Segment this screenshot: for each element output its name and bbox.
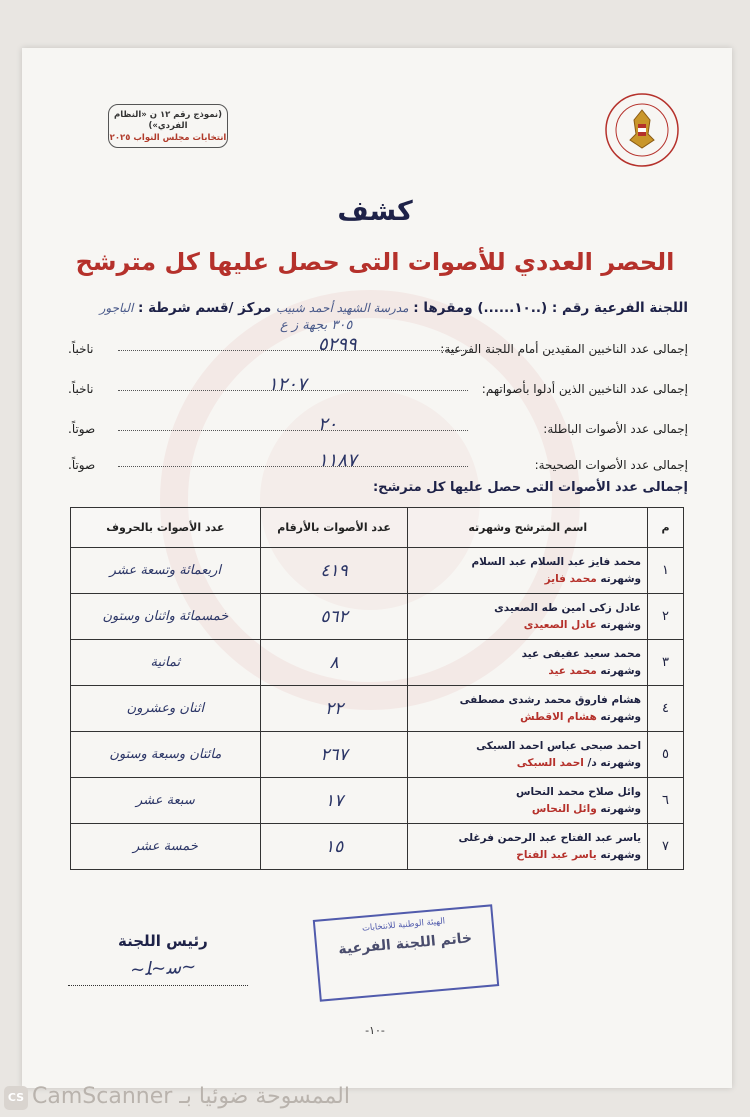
votes-digits: ١٧ bbox=[260, 778, 408, 824]
votes-words: اربعمائة وتسعة عشر bbox=[71, 548, 261, 594]
form-number-line2: انتخابات مجلس النواب ٢٠٢٥ bbox=[109, 132, 227, 143]
fame-prefix: وشهرته bbox=[600, 710, 642, 723]
votes-digits: ١٥ bbox=[260, 824, 408, 870]
candidate-fame: ياسر عبد الفتاح bbox=[516, 848, 597, 861]
stat-value: ٢٠ bbox=[318, 414, 338, 435]
stat-registered-voters bbox=[68, 334, 688, 362]
candidate-cell bbox=[408, 686, 648, 732]
table-title: إجمالى عدد الأصوات التى حصل عليها كل مترشح: bbox=[372, 480, 688, 495]
stat-label: إجمالى عدد الناخبين المقيدين أمام اللجنة الفرعية: bbox=[440, 342, 688, 356]
committee-head-label: رئيس اللجنة bbox=[118, 932, 208, 950]
stat-unit: صوتاً. bbox=[68, 422, 96, 436]
committee-extra: ٣٠٥ بجهة ز ع bbox=[280, 318, 353, 333]
votes-words: خمسة عشر bbox=[71, 824, 261, 870]
candidate-cell bbox=[408, 824, 648, 870]
candidate-name: محمد فايز عبد السلام عبد السلام bbox=[471, 556, 642, 569]
document-title: كشف bbox=[337, 196, 413, 227]
row-no: ٤ bbox=[648, 686, 684, 732]
fame-prefix: وشهرته bbox=[600, 802, 642, 815]
candidate-name: احمد صبحى عباس احمد السبكى bbox=[476, 740, 642, 753]
votes-words: مائتان وسبعة وستون bbox=[71, 732, 261, 778]
fame-prefix: وشهرته bbox=[600, 848, 642, 861]
table-row bbox=[71, 732, 684, 778]
district-value: الباجور bbox=[99, 301, 134, 315]
candidate-cell bbox=[408, 594, 648, 640]
candidates-table bbox=[70, 507, 684, 870]
candidate-name: وائل صلاح محمد النحاس bbox=[515, 786, 642, 799]
votes-words: ثمانية bbox=[71, 640, 261, 686]
committee-label: اللجنة الفرعية رقم : (..١٠......) ومقرها : bbox=[413, 300, 688, 316]
row-no: ٧ bbox=[648, 824, 684, 870]
dotted-line bbox=[118, 466, 468, 467]
table-row bbox=[71, 640, 684, 686]
stamp-label: خاتم اللجنة الفرعية bbox=[337, 930, 473, 959]
candidate-fame: عادل الصعيدى bbox=[523, 618, 597, 631]
candidate-fame: محمد فايز bbox=[544, 572, 597, 585]
camscanner-text: الممسوحة ضوئيا بـ CamScanner bbox=[32, 1084, 350, 1109]
col-header-no: م bbox=[648, 508, 684, 548]
candidate-cell bbox=[408, 732, 648, 778]
signature-icon: ~ﺳ~ﻠ~ bbox=[129, 956, 197, 981]
fame-prefix: وشهرته د/ bbox=[587, 756, 642, 769]
row-no: ٥ bbox=[648, 732, 684, 778]
stat-label: إجمالى عدد الأصوات الصحيحة: bbox=[534, 458, 688, 472]
row-no: ٦ bbox=[648, 778, 684, 824]
votes-digits: ٥٦٢ bbox=[260, 594, 408, 640]
stat-value: ٥٢٩٩ bbox=[318, 334, 357, 355]
col-header-name: اسم المترشح وشهرته bbox=[408, 508, 648, 548]
table-row bbox=[71, 686, 684, 732]
stat-label: إجمالى عدد الأصوات الباطلة: bbox=[543, 422, 688, 436]
dotted-line bbox=[118, 350, 468, 351]
form-number-line1: (نموذج رقم ١٢ ن «النظام الفردي») bbox=[114, 110, 222, 132]
stat-label: إجمالى عدد الناخبين الذين أدلوا بأصواتهم: bbox=[481, 382, 688, 396]
row-no: ١ bbox=[648, 548, 684, 594]
election-authority-logo-icon bbox=[600, 88, 684, 188]
candidate-fame: احمد السبكى bbox=[516, 756, 584, 769]
votes-digits: ٢٢ bbox=[260, 686, 408, 732]
votes-digits: ٢٦٧ bbox=[260, 732, 408, 778]
committee-line bbox=[68, 300, 688, 316]
fame-prefix: وشهرته bbox=[600, 572, 642, 585]
col-header-digits: عدد الأصوات بالأرقام bbox=[260, 508, 408, 548]
camscanner-watermark bbox=[0, 1082, 750, 1117]
table-row bbox=[71, 778, 684, 824]
votes-digits: ٤١٩ bbox=[260, 548, 408, 594]
stat-unit: ناخباً. bbox=[68, 342, 94, 356]
table-row bbox=[71, 824, 684, 870]
candidate-cell bbox=[408, 640, 648, 686]
stat-valid-votes bbox=[68, 450, 688, 478]
stat-invalid-votes bbox=[68, 414, 688, 442]
candidate-name: ياسر عبد الفتاح عبد الرحمن فرغلى bbox=[458, 832, 642, 845]
stat-value: ١٢٠٧ bbox=[268, 374, 307, 395]
stamp-authority: الهيئة الوطنية للانتخابات bbox=[361, 916, 446, 934]
camscanner-logo-icon: CS bbox=[4, 1086, 28, 1110]
votes-digits: ٨ bbox=[260, 640, 408, 686]
table-header-row bbox=[71, 508, 684, 548]
candidate-fame: هشام الاقطش bbox=[520, 710, 597, 723]
dotted-line bbox=[118, 430, 468, 431]
page-number: -١٠- bbox=[365, 1024, 385, 1037]
stat-unit: ناخباً. bbox=[68, 382, 94, 396]
table-row bbox=[71, 594, 684, 640]
candidate-name: عادل زكى امين طه الصعيدى bbox=[494, 602, 642, 615]
col-header-words: عدد الأصوات بالحروف bbox=[71, 508, 261, 548]
candidate-fame: محمد عيد bbox=[548, 664, 597, 677]
candidate-name: محمد سعيد عفيفى عيد bbox=[521, 648, 642, 661]
stat-voters-voted bbox=[68, 374, 688, 402]
stat-unit: صوتاً. bbox=[68, 458, 96, 472]
table-row bbox=[71, 548, 684, 594]
stat-value: ١١٨٧ bbox=[318, 450, 357, 471]
row-no: ٣ bbox=[648, 640, 684, 686]
fame-prefix: وشهرته bbox=[600, 618, 642, 631]
votes-words: اثنان وعشرون bbox=[71, 686, 261, 732]
candidate-cell bbox=[408, 548, 648, 594]
votes-words: سبعة عشر bbox=[71, 778, 261, 824]
document-subtitle: الحصر العددي للأصوات التى حصل عليها كل مترشح bbox=[75, 248, 675, 276]
committee-location: مدرسة الشهيد أحمد شبيب bbox=[275, 301, 409, 315]
district-label: مركز /قسم شرطة : bbox=[138, 300, 272, 316]
form-number-box bbox=[108, 104, 228, 148]
fame-prefix: وشهرته bbox=[600, 664, 642, 677]
candidate-name: هشام فاروق محمد رشدى مصطفى bbox=[459, 694, 642, 707]
candidate-fame: وائل النحاس bbox=[531, 802, 597, 815]
signature-line bbox=[68, 985, 248, 986]
votes-words: خمسمائة واثنان وستون bbox=[71, 594, 261, 640]
candidate-cell bbox=[408, 778, 648, 824]
row-no: ٢ bbox=[648, 594, 684, 640]
committee-stamp bbox=[313, 904, 499, 1001]
